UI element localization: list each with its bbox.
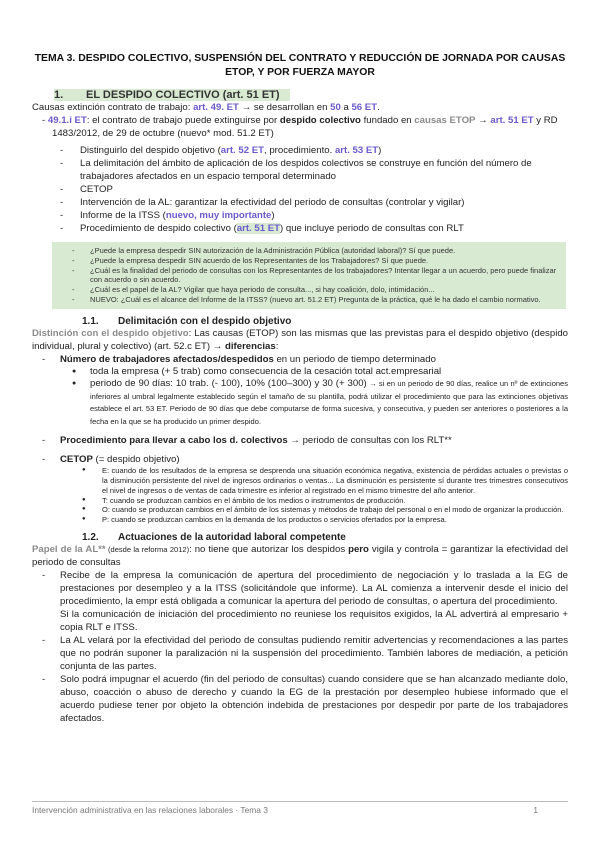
list-item: - CETOP — [32, 183, 568, 196]
list-item: - Procedimiento para llevar a cabo los d. colectivos → periodo de consultas con los RLT** — [32, 434, 568, 447]
footer-text: Intervención administrativa en las relaciones laborales · Tema 3 — [32, 805, 268, 815]
question-item: - NUEVO: ¿Cuál es el alcance del Informe de la ITSS? (nuevo art. 51.2 ET) Pregunta de la práctica, qué le ha dado el cambio normativo. — [60, 295, 558, 305]
question-item: - ¿Cuál es la finalidad del periodo de consultas con los Representantes de los trabajadores? Intentar llegar a un acuerdo, pero puede finalizar con acuerdo o sin acuerdo. — [60, 266, 558, 286]
question-item: - ¿Puede la empresa despedir SIN acuerdo de los Representantes de los Trabajadores? Sí que puede. — [60, 256, 558, 266]
question-item: - ¿Cuál es el papel de la AL? Vigilar que haya periodo de consulta..., si hay coalición, dolo, intimidación... — [60, 285, 558, 295]
etop-item: ● T: cuando se produzcan cambios en el ámbito de los medios o instrumentos de producción. — [32, 496, 568, 506]
page-number: 1 — [533, 805, 538, 815]
etop-item: ● P: cuando se produzcan cambios en la demanda de los productos o servicios ofertados por la empresa. — [32, 515, 568, 525]
section-1-number: 1. — [54, 89, 64, 101]
section-1-label: EL DESPIDO COLECTIVO (art. 51 ET) — [86, 89, 280, 101]
list-item: - Recibe de la empresa la comunicación de apertura del procedimiento de negociación y lo traslada a la EG de prestaciones por desempleo y a la ITSS (solicitándole que informe). La AL comienza a intervenir desde el inicio del procedimiento, la empr está obligada a comunicar la apertura del periodo de consultas, o apertura del procedimiento. Si la comunicación de iniciación del procedimiento no reuniese los requisitos exigidos, la AL advertirá al empresario + copia RLT e ITSS. — [32, 569, 568, 634]
list-item: - La delimitación del ámbito de aplicación de los despidos colectivos se construye en función del número de trabajadores afectados en un espacio temporal determinado — [32, 157, 568, 183]
section-1-1-paragraph: Distinción con el despido objetivo: Las causas (ETOP) son las mismas que las previstas para el despido objetivo (despido individual, plural y colectivo) (art. 52.c ET) → diferencias: — [32, 327, 568, 352]
question-item: - ¿Puede la empresa despedir SIN autorización de la Administración Pública (autoridad laboral)? Sí que puede. — [60, 246, 558, 256]
list-item: - Informe de la ITSS (nuevo, muy importante) — [32, 209, 568, 222]
list-item: - CETOP (= despido objetivo) ● E: cuando de los resultados de la empresa se desprenda una situación económica negativa, existencia de pérdidas actuales o previstas o la disminución persistente del nivel de ingresos ordinarios o ventas... La disminución es persistente sí durante tres trimestres consecutivos el nivel de ingresos o de ventas de cada trimestre es inferior al registrado en el mismo trimestre del año anterior. ● T: cuando se produzcan cambios en el ámbito de los medios o instrumentos de producción. ● O: cuando se produzcan cambios en el ámbito de los sistemas y métodos de trabajo del personal o en el modo de organizar la producción. ● P: cuando se produzcan cambios en la demanda de los productos o servicios ofertados por la empresa. — [32, 453, 568, 525]
list-item: - La AL velará por la efectividad del periodo de consultas pudiendo remitir advertencias y recomendaciones a las partes que no podrán suponer la paralización ni la suspensión del procedimiento. También labores de mediación, a petición conjunta de las partes. — [32, 634, 568, 673]
etop-item: ● O: cuando se produzcan cambios en el ámbito de los sistemas y métodos de trabajo del personal o en el modo de organizar la producción. — [32, 505, 568, 515]
list-item: - Número de trabajadores afectados/despedidos en un periodo de tiempo determinado ● toda la empresa (+ 5 trab) como consecuencia de la cesación total act.empresarial ● periodo de 90 días: 10 trab. (- 100), 10% (100–300) y 30 (+ 300) → si en un periodo de 90 días, realice un nº de extinciones inferiores al umbral legalmente establecido según el tamaño de su plantilla, podrá utilizar el procedimiento que para las extinciones objetivas establece el art. 53 ET. Periodo de 90 días que debe computarse de forma sucesiva, y consecutiva, y pueden ser anteriores o posteriores a la fecha en la que se ha producido un primer despido. — [32, 353, 568, 429]
section-1-heading — [54, 89, 568, 101]
overview-list — [32, 144, 568, 235]
page-footer — [32, 801, 568, 815]
list-item: - Intervención de la AL: garantizar la efectividad del periodo de consultas (controlar y vigilar) — [32, 196, 568, 209]
intro-line-1: Causas extinción contrato de trabajo: art. 49. ET → se desarrollan en 50 a 56 ET. — [32, 102, 380, 113]
document-page — [32, 52, 568, 725]
etop-item: ● E: cuando de los resultados de la empresa se desprenda una situación económica negativa, existencia de pérdidas actuales o previstas o la disminución persistente del nivel de ingresos ordinarios o ventas... La disminución es persistente sí durante tres trimestres consecutivos el nivel de ingresos o de ventas de cada trimestre es inferior al registrado en el mismo trimestre del año anterior. — [32, 466, 568, 495]
questions-box — [52, 242, 566, 309]
list-item: - Distinguirlo del despido objetivo (art. 52 ET, procedimiento. art. 53 ET) — [32, 144, 568, 157]
differences-list — [32, 353, 568, 525]
list-item: - Procedimiento de despido colectivo (art. 51 ET) que incluye periodo de consultas con RLT — [32, 222, 568, 235]
bullet-item: ● periodo de 90 días: 10 trab. (- 100), 10% (100–300) y 30 (+ 300) → si en un periodo de 90 días, realice un nº de extinciones inferiores al umbral legalmente establecido según el tamaño de su plantilla, podrá utilizar el procedimiento que para las extinciones objetivas establece el art. 53 ET. Periodo de 90 días que debe computarse de forma sucesiva, y consecutiva, y pueden ser anteriores o posteriores a la fecha en la que se ha producido un primer despido. — [32, 378, 568, 428]
authority-list — [32, 569, 568, 725]
intro-line-2: - 49.1.i ET: el contrato de trabajo puede extinguirse por despido colectivo fundado en causas ETOP → art. 51 ET y RD 1483/2012, de 29 de octubre (nuevo* mod. 51.2 ET) — [42, 115, 558, 139]
page-title: TEMA 3. DESPIDO COLECTIVO, SUSPENSIÓN DEL CONTRATO Y REDUCCIÓN DE JORNADA POR CAUSAS ETOP, Y POR FUERZA MAYOR — [34, 53, 566, 78]
section-1-2-paragraph: Papel de la AL** (desde la reforma 2012): no tiene que autorizar los despidos pero vigila y controla = garantizar la efectividad del periodo de consultas — [32, 544, 568, 569]
section-1-2-heading: 1.2. Actuaciones de la autoridad laboral competente — [82, 532, 346, 544]
bullet-item: ● toda la empresa (+ 5 trab) como consecuencia de la cesación total act.empresarial — [32, 366, 568, 379]
section-1-1-heading: 1.1. Delimitación con el despido objetivo — [82, 315, 292, 327]
list-item: - Solo podrá impugnar el acuerdo (fin del periodo de consultas) cuando considere que se han alcanzado mediante dolo, abuso, coacción o abuso de derecho y cuando la EG de la prestación por desempleo hubiese informado que el acuerdo pudiese tener por objeto la obtención indebida de prestaciones por despedir por parte de los trabajadores afectados. — [32, 673, 568, 725]
